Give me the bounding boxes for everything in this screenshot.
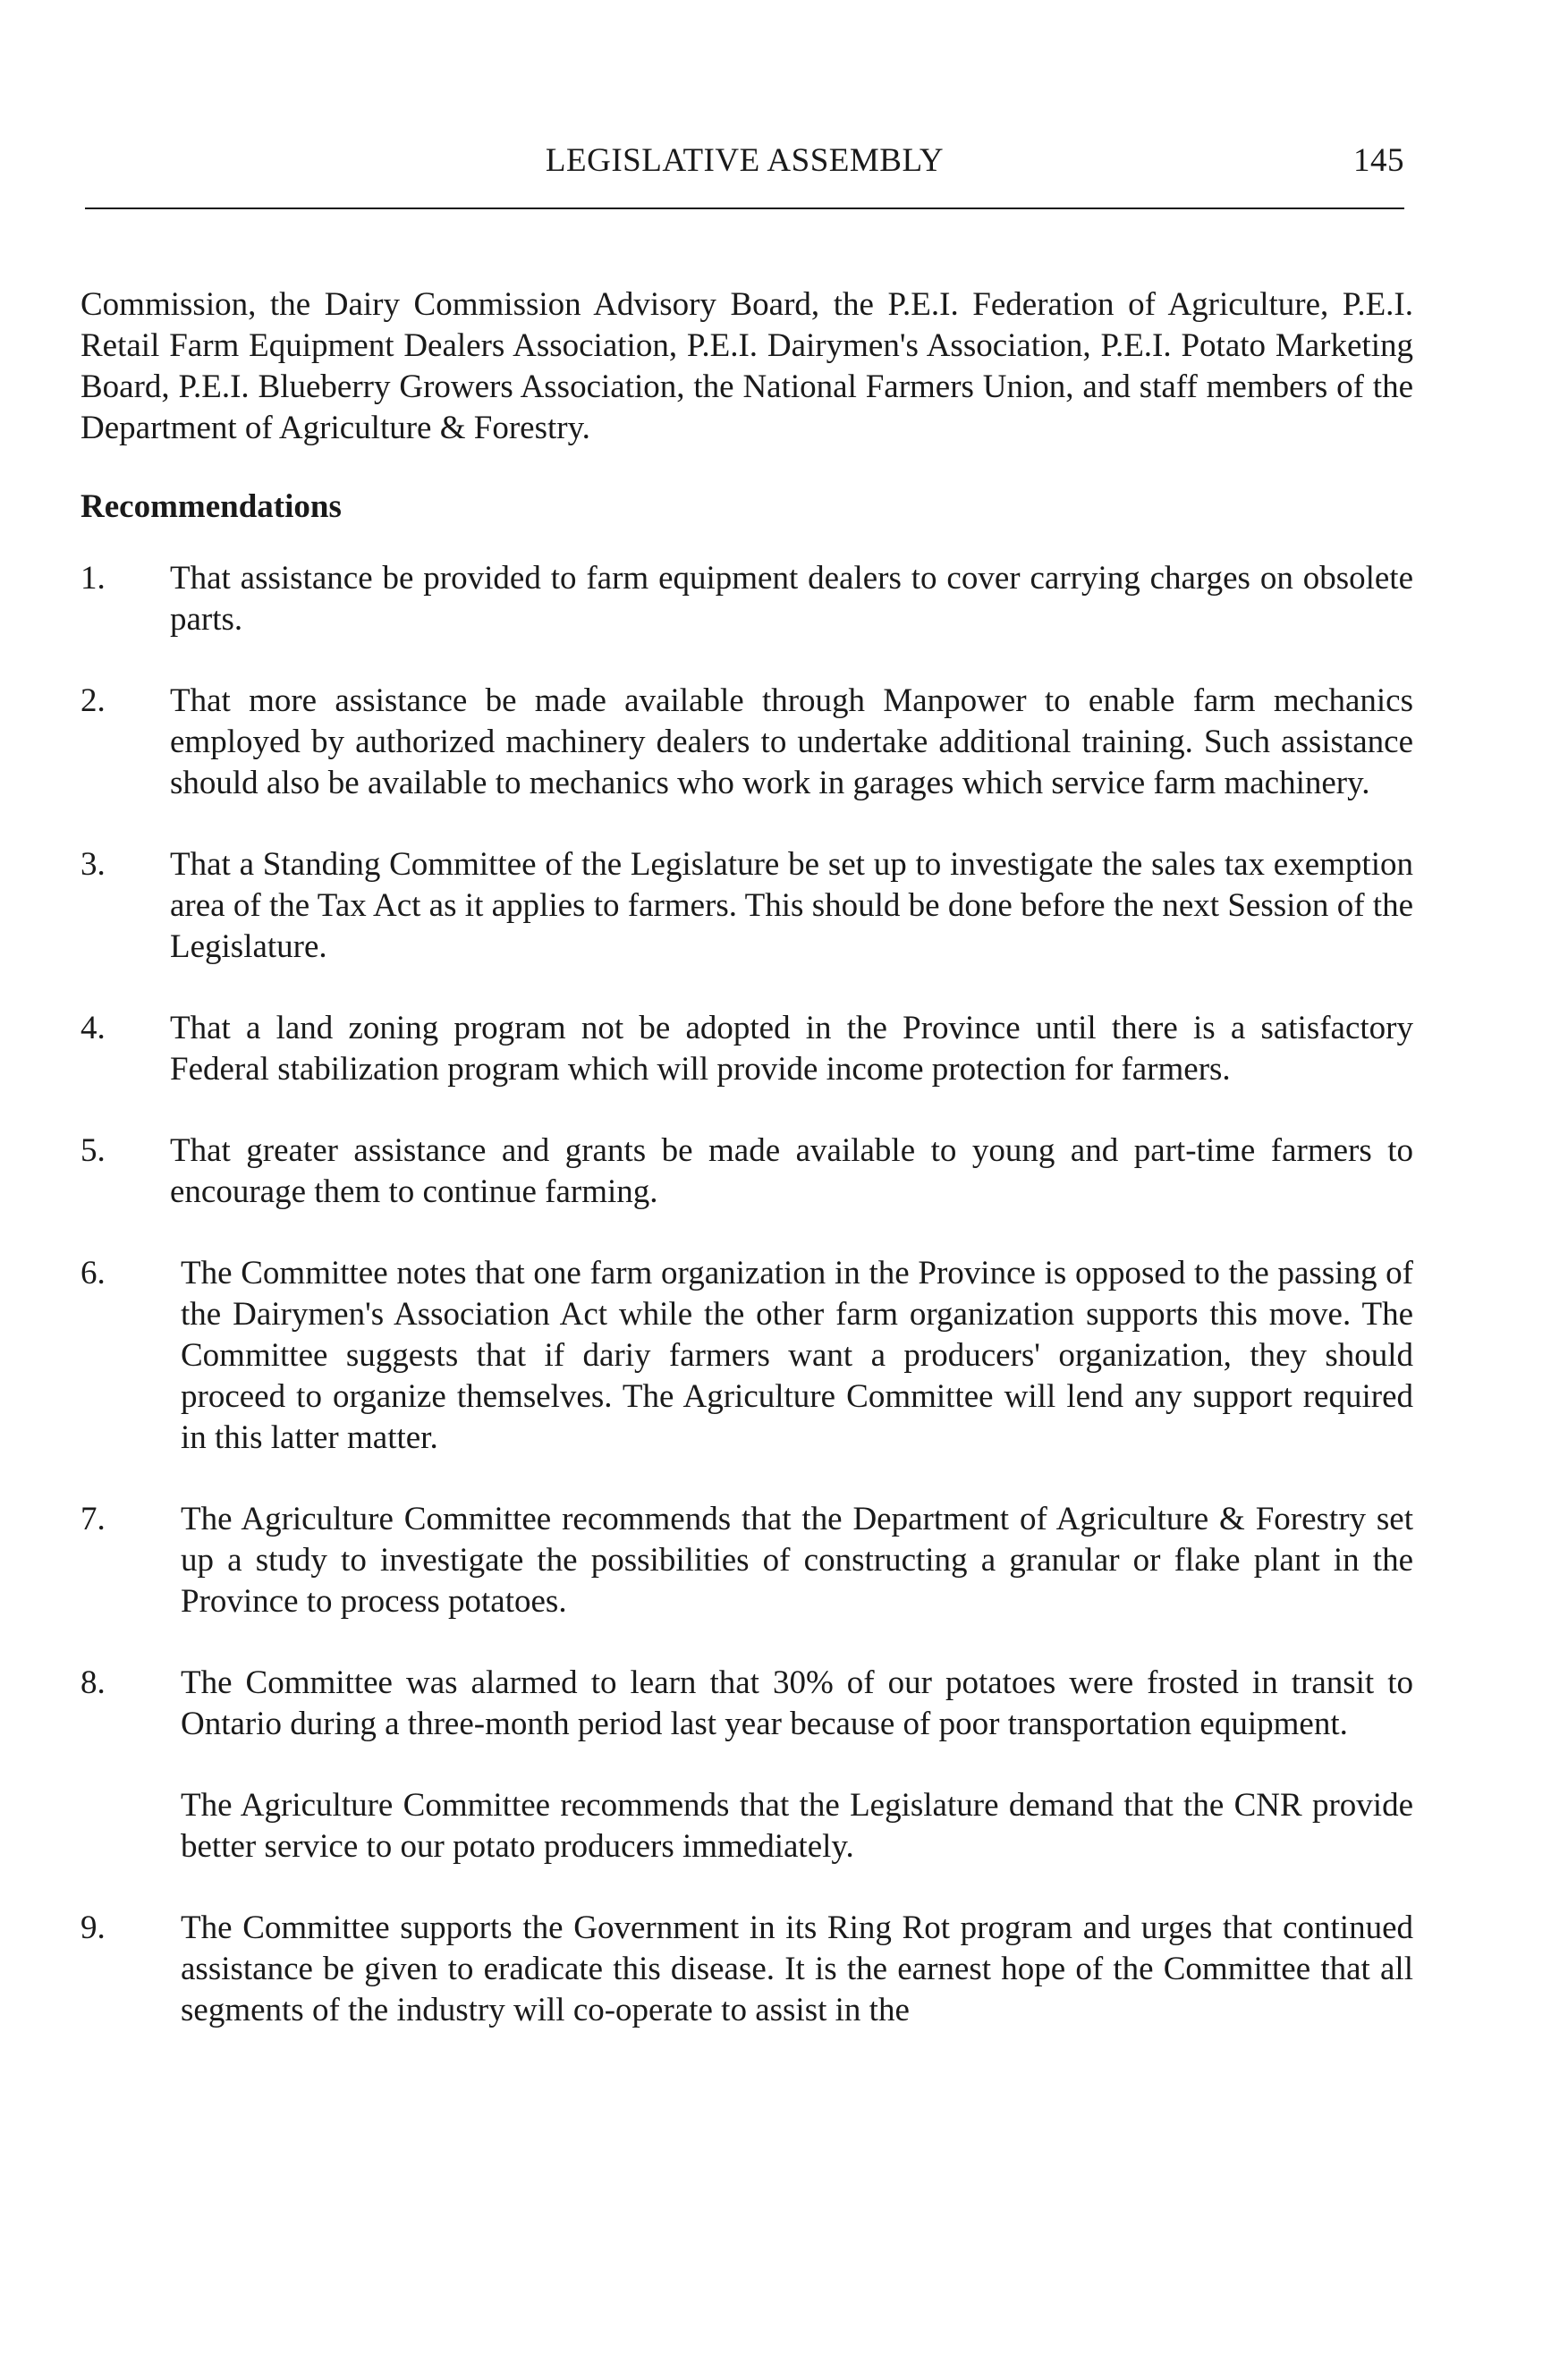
recommendation-item (81, 1130, 1413, 1213)
recommendation-number: 1. (81, 560, 106, 597)
recommendation-item (81, 1499, 1413, 1622)
header-rule (85, 207, 1404, 209)
recommendation-number: 9. (81, 1910, 106, 1946)
recommendation-text: The Agriculture Committee recommends that the Legislature demand that the CNR provide better service to our potato producers immediately. (181, 1787, 1413, 1865)
recommendation-text: That more assistance be made available through Manpower to enable farm mechanics employed by authorized machinery dealers to undertake additional training. Such assistance should also be available to mechanics who work in garages which service farm machinery. (170, 682, 1413, 801)
recommendation-text: That a land zoning program not be adopted in the Province until there is a satisfactory Federal stabilization program which will provide income protection for farmers. (170, 1010, 1413, 1088)
document-body (81, 284, 1413, 2071)
recommendation-text: The Committee supports the Government in its Ring Rot program and urges that continued assistance be given to eradicate this disease. It is the earnest hope of the Committee that all segments of the industry will co-operate to assist in the (181, 1910, 1413, 2028)
page-number: 145 (1353, 142, 1404, 179)
recommendation-text: That greater assistance and grants be made available to young and part-time farmers to encourage them to continue farming. (170, 1132, 1413, 1210)
recommendation-text: That assistance be provided to farm equipment dealers to cover carrying charges on obsolete parts. (170, 560, 1413, 638)
recommendation-text: The Committee was alarmed to learn that 30% of our potatoes were frosted in transit to Ontario during a three-month period last year because of poor transportation equipment. (181, 1664, 1413, 1742)
recommendation-number: 7. (81, 1501, 106, 1537)
recommendation-item (81, 1663, 1413, 1867)
recommendations-list (81, 558, 1413, 2031)
recommendations-heading: Recommendations (81, 488, 342, 525)
recommendation-number: 4. (81, 1010, 106, 1046)
recommendation-number: 6. (81, 1255, 106, 1291)
recommendation-number: 3. (81, 846, 106, 883)
recommendation-text: That a Standing Committee of the Legislature be set up to investigate the sales tax exemption area of the Tax Act as it applies to farmers. This should be done before the next Session of the Legislature. (170, 846, 1413, 965)
recommendation-item (81, 1908, 1413, 2031)
recommendation-number: 8. (81, 1664, 106, 1701)
header-title: LEGISLATIVE ASSEMBLY (545, 142, 945, 179)
recommendation-number: 2. (81, 682, 106, 719)
recommendation-text: The Agriculture Committee recommends that the Department of Agriculture & Forestry set up a study to investigate the possibilities of constructing a granular or flake plant in the Province to process potatoes. (181, 1501, 1413, 1620)
recommendation-number: 5. (81, 1132, 106, 1169)
intro-paragraph: Commission, the Dairy Commission Advisory Board, the P.E.I. Federation of Agriculture, P.E.I. Retail Farm Equipment Dealers Association, P.E.I. Dairymen's Association, P.E.I. Potato Marketing Board, P.E.I. Blueberry Growers Association, the National Farmers Union, and staff members of the Department of Agriculture & Forestry. (81, 286, 1413, 446)
recommendation-item (81, 1253, 1413, 1459)
recommendation-text: The Committee notes that one farm organization in the Province is opposed to the passing of the Dairymen's Association Act while the other farm organization supports this move. The Committee suggests that if dariy farmers want a producers' organization, they should proceed to organize themselves. The Agriculture Committee will lend any support required in this latter matter. (181, 1255, 1413, 1456)
recommendation-item (81, 681, 1413, 804)
recommendation-item (81, 558, 1413, 640)
page-header (85, 141, 1404, 195)
recommendation-item (81, 1008, 1413, 1090)
recommendation-item (81, 844, 1413, 968)
